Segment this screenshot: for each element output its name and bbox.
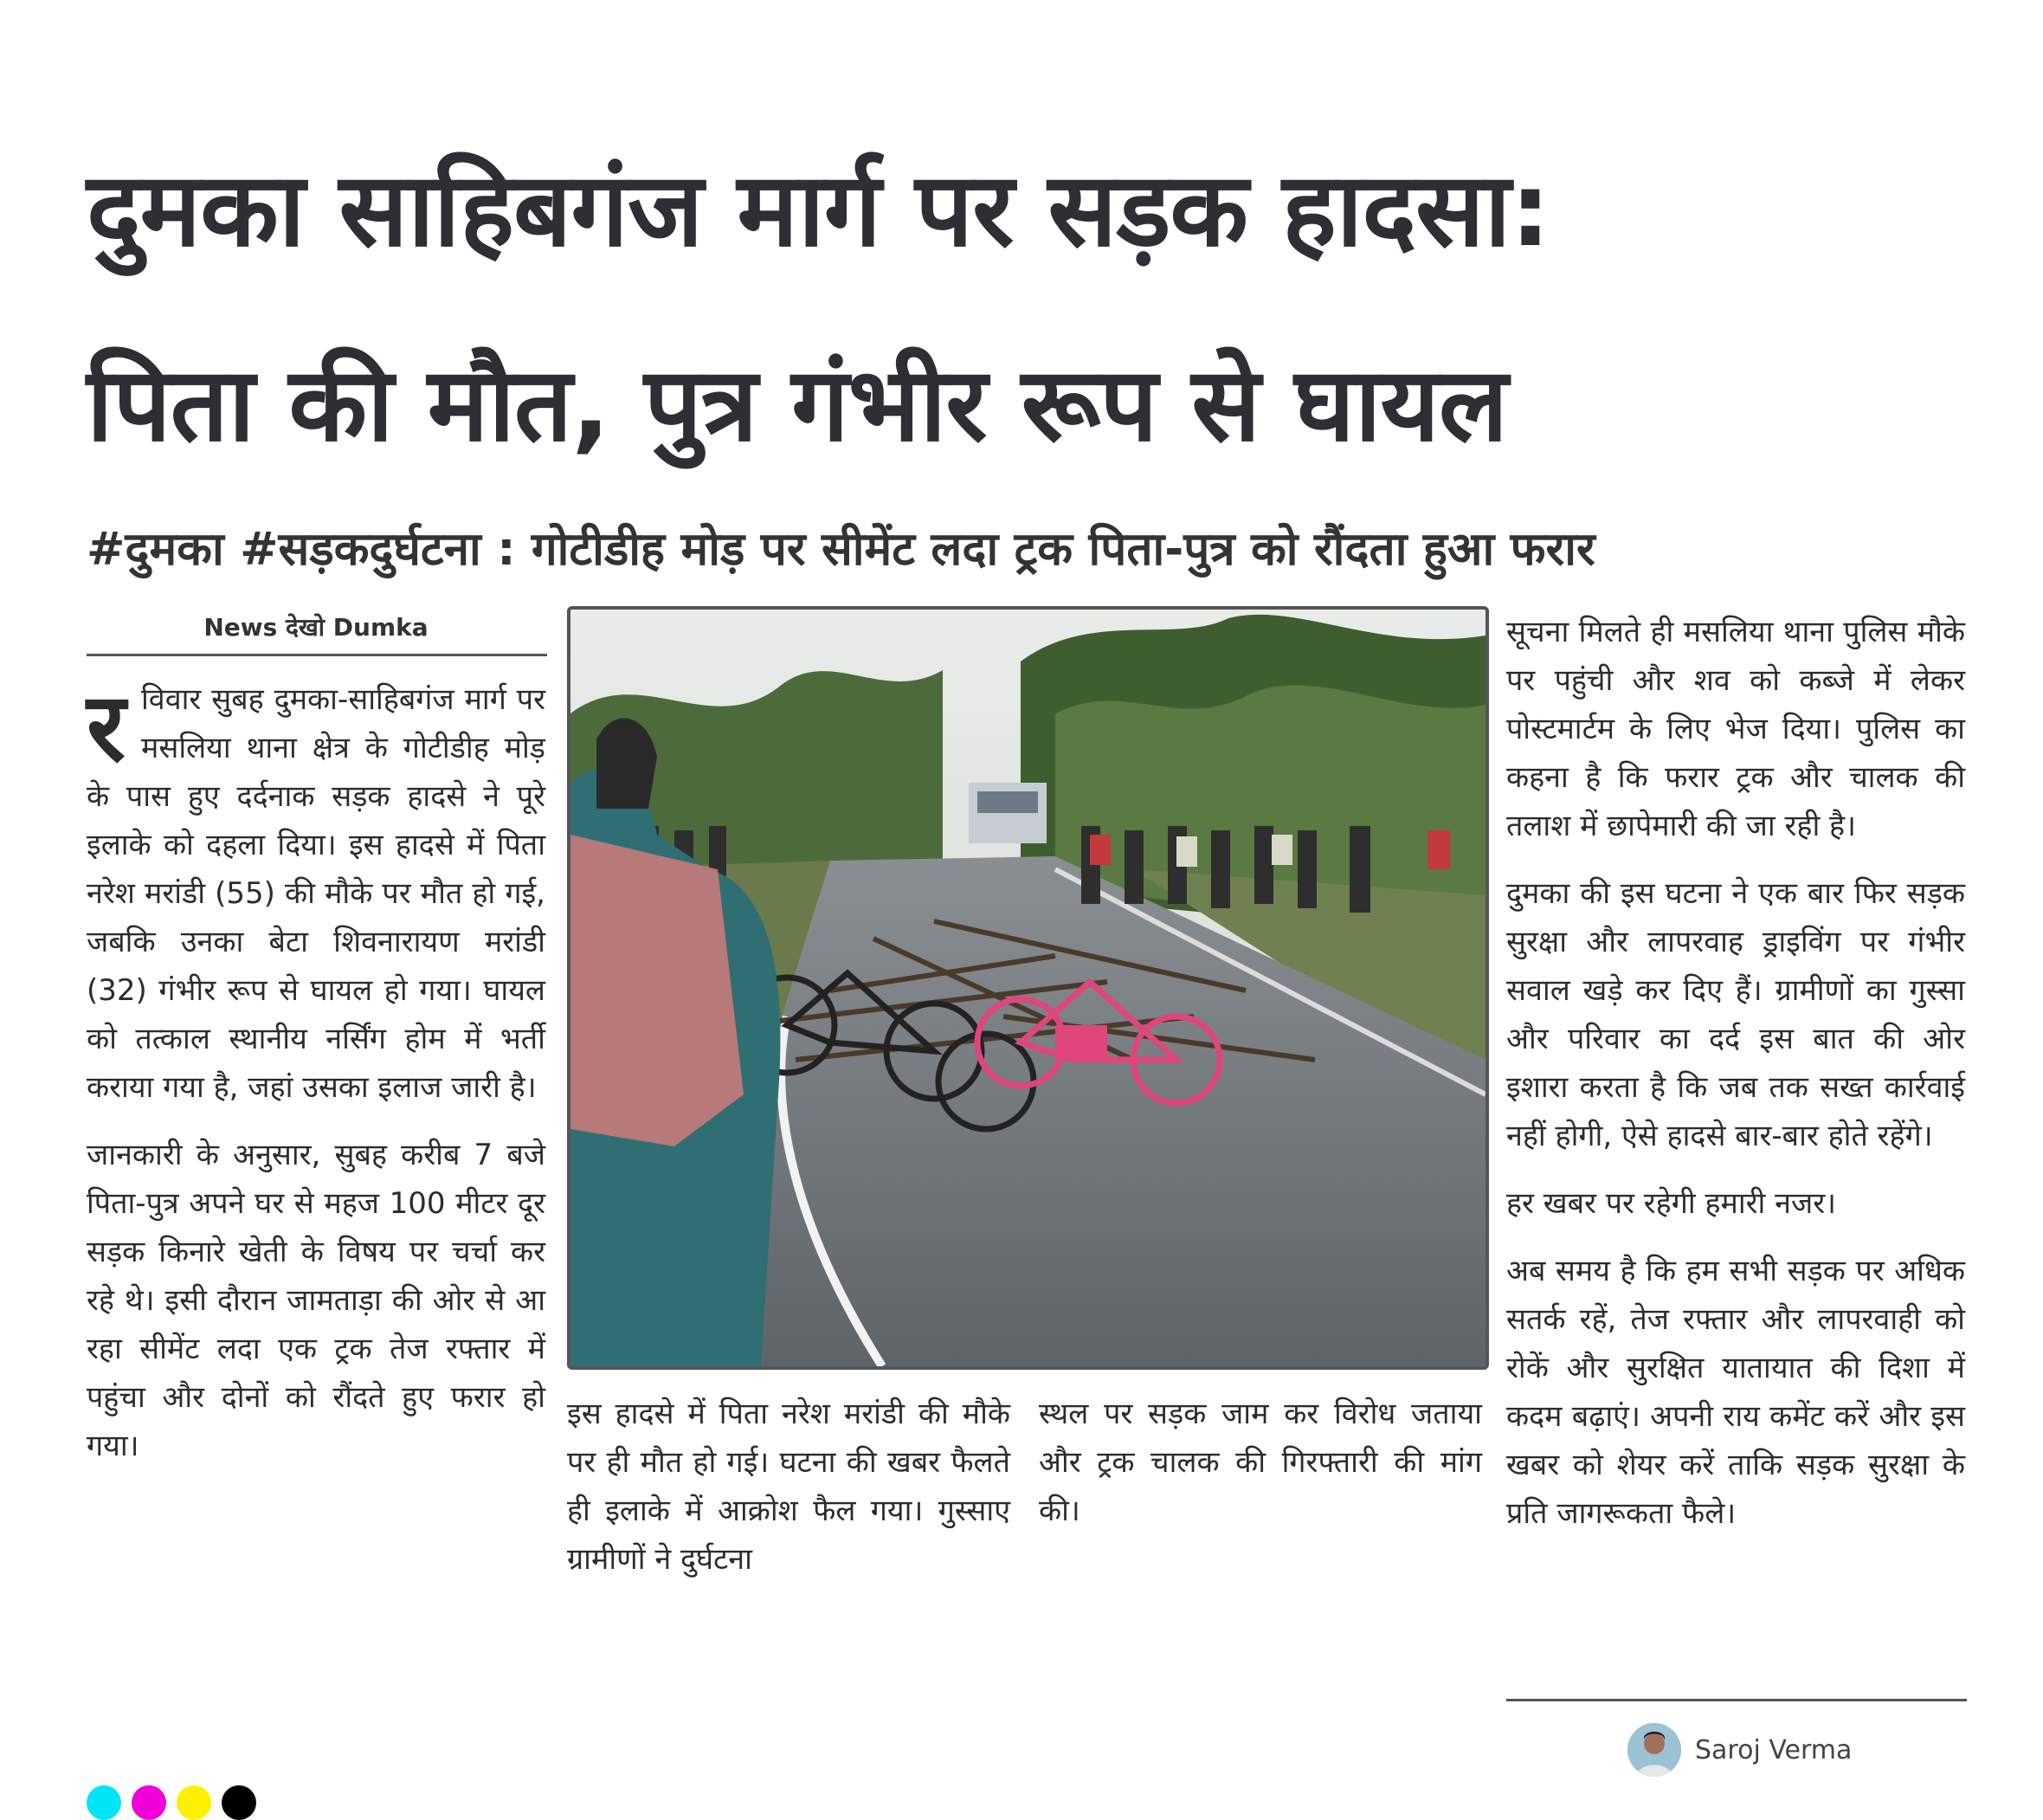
- paragraph: स्थल पर सड़क जाम कर विरोध जताया और ट्रक चालक की गिरफ्तारी की मांग की।: [1039, 1397, 1482, 1528]
- black-dot: [222, 1785, 256, 1820]
- paragraph: [87, 672, 545, 1112]
- article-column-2: [567, 1390, 1010, 1603]
- drop-cap: र: [87, 672, 126, 783]
- paragraph: अब समय है कि हम सभी सड़क पर अधिक सतर्क रहें, तेज रफ्तार और लापरवाही को रोकें और सुरक्षित यातायात की दिशा में कदम बढ़ाएं। अपनी राय कमेंट करें और इस खबर को शेयर करें ताकि सड़क सुरक्षा के प्रति जागरूकता फैले।: [1506, 1254, 1965, 1531]
- author-name: Saroj Verma: [1695, 1734, 1853, 1765]
- cmyk-registration-marks: [87, 1785, 256, 1820]
- headline-line-1: दुमका साहिबगंज मार्ग पर सड़क हादसा:: [87, 150, 1550, 269]
- subheadline: #दुमका #सड़कदुर्घटना : गोटीडीह मोड़ पर सीमेंट लदा ट्रक पिता-पुत्र को रौंदता हुआ फरार: [87, 523, 1595, 576]
- headline: [87, 113, 1974, 502]
- source-label: News देखो Dumka: [203, 613, 429, 642]
- article-column-3: [1039, 1390, 1482, 1554]
- paragraph: दुमका की इस घटना ने एक बार फिर सड़क सुरक्षा और लापरवाह ड्राइविंग पर गंभीर सवाल खड़े कर दिए हैं। ग्रामीणों का गुस्सा और परिवार का दर्द इस बात की ओर इशारा करता है कि जब तक सख्त कार्रवाई नहीं होगी, ऐसे हादसे बार-बार होते रहेंगे।: [1506, 876, 1965, 1153]
- news-photo: [567, 606, 1489, 1370]
- cyan-dot: [87, 1785, 121, 1820]
- paragraph: इस हादसे में पिता नरेश मरांडी की मौके पर ही मौत हो गई। घटना की खबर फैलते ही इलाके में आक्रोश फैल गया। गुस्साए ग्रामीणों ने दुर्घटना: [567, 1397, 1010, 1577]
- avatar: [1627, 1723, 1681, 1777]
- headline-line-2: पिता की मौत, पुत्र गंभीर रूप से घायल: [87, 345, 1507, 464]
- article-column-1: [87, 672, 545, 1489]
- author-divider: [1506, 1699, 1967, 1701]
- paragraph: सूचना मिलते ही मसलिया थाना पुलिस मौके पर पहुंची और शव को कब्जे में लेकर पोस्टमार्टम के लिए भेज दिया। पुलिस का कहना है कि फरार ट्रक और चालक की तलाश में छापेमारी की जा रही है।: [1506, 615, 1965, 843]
- author-byline: [1627, 1723, 1852, 1777]
- paragraph: हर खबर पर रहेगी हमारी नजर।: [1506, 1186, 1837, 1221]
- paragraph: जानकारी के अनुसार, सुबह करीब 7 बजे पिता-पुत्र अपने घर से महज 100 मीटर दूर सड़क किनारे खेती के विषय पर चर्चा कर रहे थे। इसी दौरान जामताड़ा की ओर से आ रहा सीमेंट लदा एक ट्रक तेज रफ्तार में पहुंचा और दोनों को रौंदते हुए फरार हो गया।: [87, 1138, 545, 1463]
- roadblock-photo-illustration: [570, 610, 1486, 1366]
- source-divider: [87, 654, 547, 656]
- yellow-dot: [177, 1785, 211, 1820]
- paragraph-text: विवार सुबह दुमका-साहिबगंज मार्ग पर मसलिया थाना क्षेत्र के गोटीडीह मोड़ के पास हुए दर्दनाक सड़क हादसे ने पूरे इलाके को दहला दिया। इस हादसे में पिता नरेश मरांडी (55) की मौके पर मौत हो गई, जबकि उनका बेटा शिवनारायण मरांडी (32) गंभीर रूप से घायल हो गया। घायल को तत्काल स्थानीय नर्सिंग होम में भर्ती कराया गया है, जहां उसका इलाज जारी है।: [87, 682, 545, 1105]
- article-column-4: [1506, 608, 1965, 1557]
- magenta-dot: [132, 1785, 166, 1820]
